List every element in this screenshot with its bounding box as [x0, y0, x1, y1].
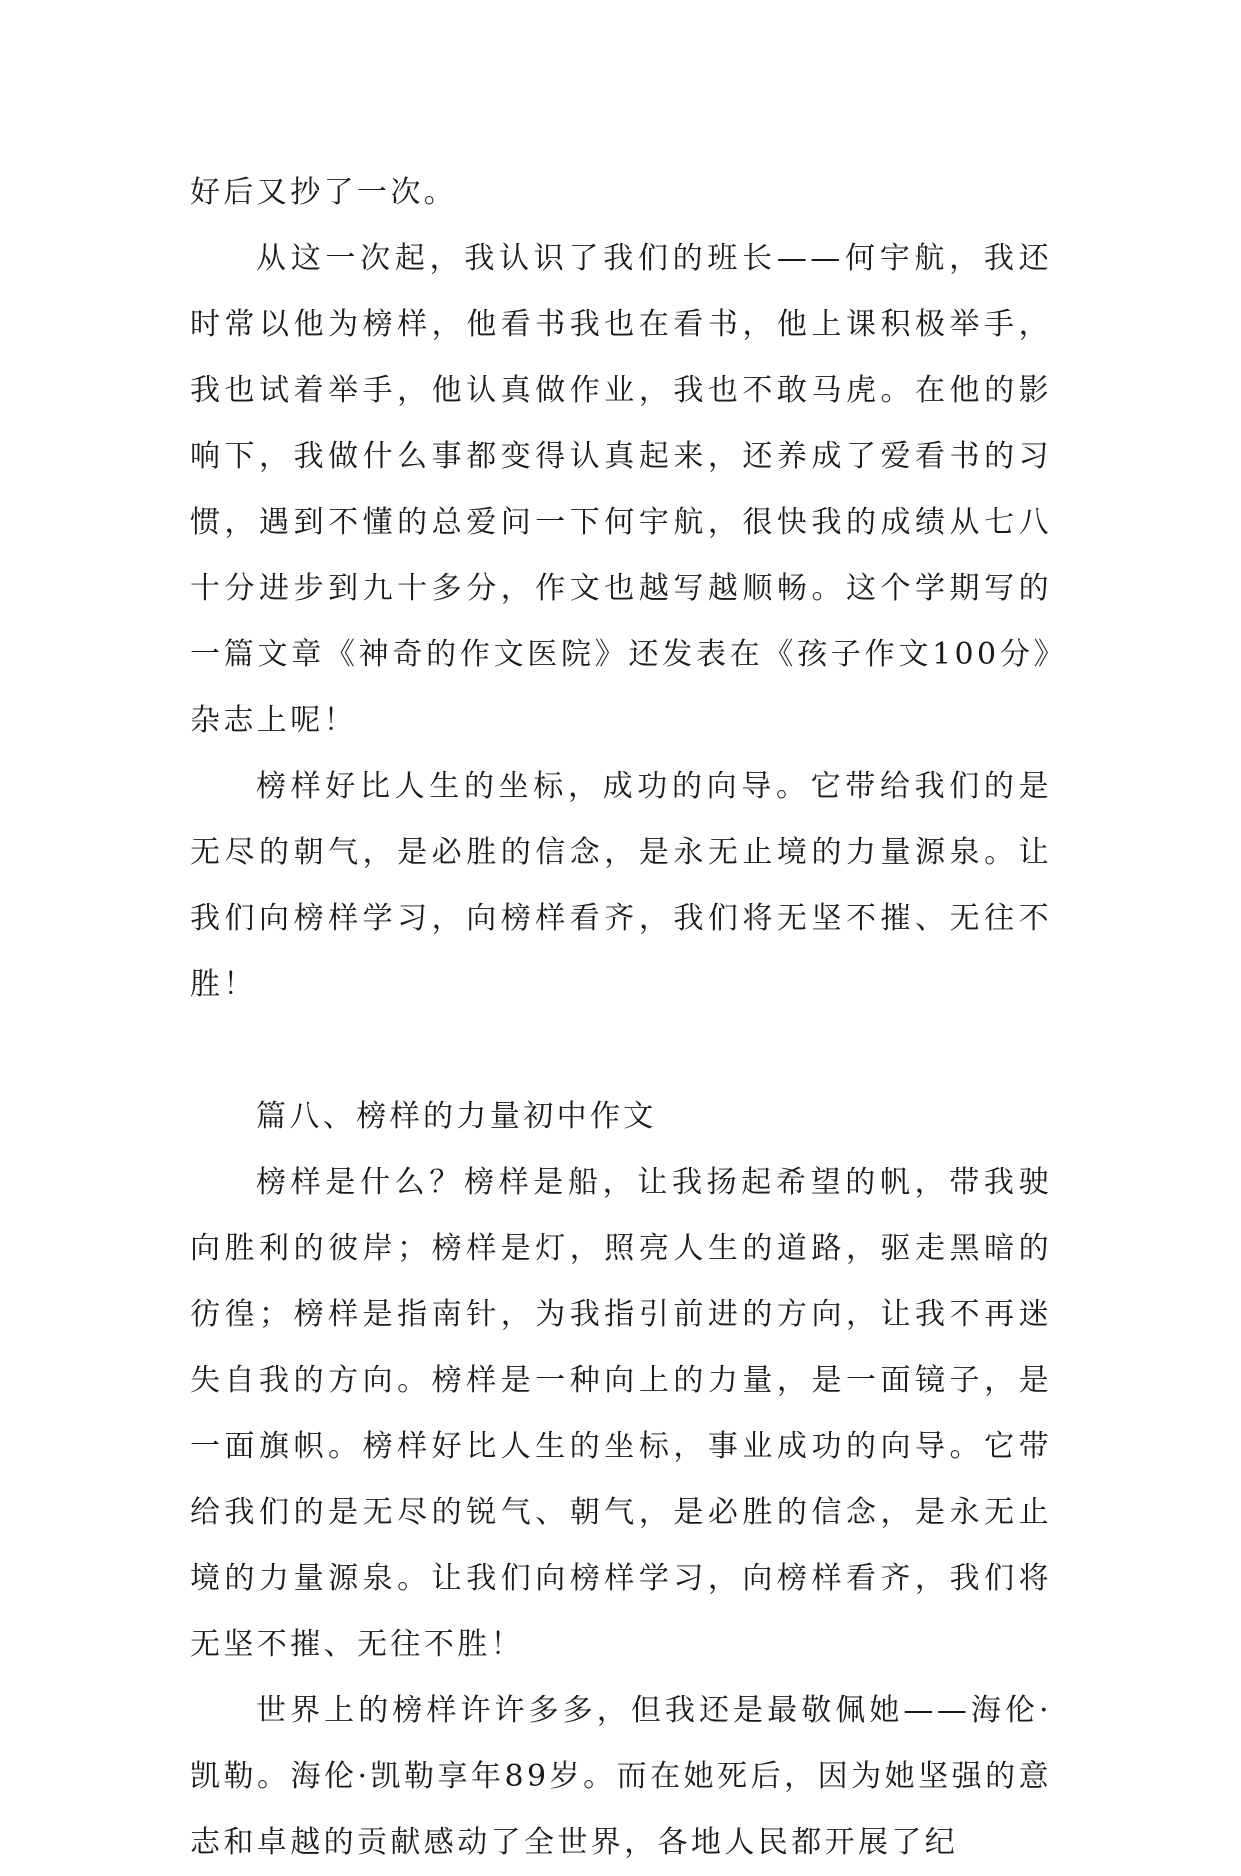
paragraph-what-is-role-model: 榜样是什么？榜样是船，让我扬起希望的帆，带我驶向胜利的彼岸；榜样是灯，照亮人生的道路，驱走黑暗的彷徨；榜样是指南针，为我指引前进的方向，让我不再迷失自我的方向。榜样是一种向上的力量，是一面镜子，是一面旗帜。榜样好比人生的坐标，事业成功的向导。它带给我们的是无尽的锐气、朝气，是必胜的信念，是永无止境的力量源泉。让我们向榜样学习，向榜样看齐，我们将无坚不摧、无往不胜！ [190, 1165, 1052, 1662]
document-body [190, 160, 1052, 1876]
paragraph-continuation: 好后又抄了一次。 [190, 175, 458, 210]
paragraph-class-monitor: 从这一次起，我认识了我们的班长——何宇航，我还时常以他为榜样，他看书我也在看书，他上课积极举手，我也试着举手，他认真做作业，我也不敢马虎。在他的影响下，我做什么事都变得认真起来，还养成了爱看书的习惯，遇到不懂的总爱问一下何宇航，很快我的成绩从七八十分进步到九十多分，作文也越写越顺畅。这个学期写的一篇文章《神奇的作文医院》还发表在《孩子作文100分》杂志上呢！ [190, 241, 1052, 738]
section-heading: 篇八、榜样的力量初中作文 [256, 1099, 657, 1134]
paragraph-helen-keller: 世界上的榜样许许多多，但我还是最敬佩她——海伦·凯勒。海伦·凯勒享年89岁。而在她死后，因为她坚强的意志和卓越的贡献感动了全世界，各地人民都开展了纪 [190, 1693, 1052, 1860]
paragraph-role-model-conclusion: 榜样好比人生的坐标，成功的向导。它带给我们的是无尽的朝气，是必胜的信念，是永无止境的力量源泉。让我们向榜样学习，向榜样看齐，我们将无坚不摧、无往不胜！ [190, 769, 1052, 1002]
